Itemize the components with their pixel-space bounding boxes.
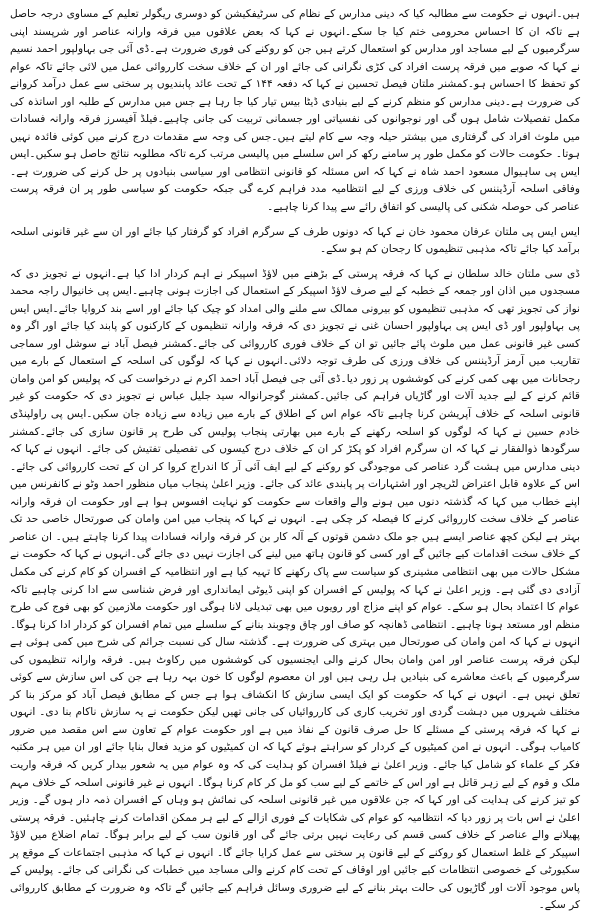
paragraph-gap [10, 259, 580, 266]
paragraph-3: ڈی سی ملتان خالد سلطان نے کہا کہ فرقہ پرستی کے بڑھنے میں لاؤڈ اسپیکر نے اہم کردار ادا کیا ہے۔انہوں نے تجویز دی کہ مسجدوں میں اذان اور جمعہ کے خطبہ کے لیے صرف لاؤڈ اسپیکر کے استعمال کی اجازت ہونی چاہیے۔ایس پی خانیوال راجہ محمد نواز کی تجویز تھی کہ مذہبی تنظیموں کو بیرونی ممالک سے ملنے والی امداد کو چیک کیا جائے اور اسے بند کروایا جائے۔ایس ایس پی بہاولپور اور ڈی ایس پی بہاولپور احسان غنی نے تجویز دی کہ فرقہ وارانہ تنظیموں کے کارکنوں کو پابند کیا جائے اور اگر وہ کسی غیر قانونی عمل میں ملوث پائے جائیں تو ان کے خلاف فوری کارروائی کی جائے۔کمشنر فیصل آباد نے سوشل اور سماجی تقاریب میں آرمز آرڈیننس کی خلاف ورزی کی طرف توجہ دلائی۔انہوں نے کہا کہ لوگوں کی اسلحہ کے استعمال کے بارے میں رجحانات میں بھی کمی کرنے کی کوششوں پر زور دیا۔ڈی آئی جی فیصل آباد احمد اکرم نے درخواست کی کہ پولیس کو امن وامان قائم کرنے کے لیے جدید آلات اور گاڑیاں فراہم کی جائیں۔کمشنر گوجرانوالہ سید جلیل عباس نے تجویز دی کہ حکومت کو غیر قانونی اسلحہ کے خلاف آپریشن کرنا چاہیے تاکہ عوام اس کے اطلاق کے بارے میں زیادہ سے زیادہ جان سکیں۔ایس پی راولپنڈی خادم حسین نے کہا کہ لوگوں کو اسلحہ رکھنے کے بارے میں بھارتی پنجاب پولیس کی طرح پر قانون سازی کی جائے۔کمشنر سرگودھا ذوالفقار نے کہا کہ ان سرگرم افراد کو پکڑ کر ان کے خلاف درج کیسوں کی تفصیلی تفتیش کی جائے۔ انہوں نے کہا کہ دینی مدارس میں ہشت گرد عناصر کی موجودگی کو روکنے کے لیے ایف آئی آر کا اندراج کروا کر ان کے تحت کارروائی کی جائے۔اس کے علاوہ قابل اعتراض لٹریچر اور اشتہارات پر پابندی عائد کی جائے۔ وزیر اعلیٰ پنجاب میاں منظور احمد وٹو نے کانفرنس میں اپنے خطاب میں کہا کہ گذشتہ دنوں میں ہونے والے واقعات سے حکومت کو نہایت افسوس ہوا ہے اور حکومت ان فرقہ وارانہ عناصر کے خلاف سخت کارروائی کرنے کا فیصلہ کر چکی ہے۔ انہوں نے کہا کہ پنجاب میں امن وامان کی صورتحال خاصی حد تک بہتر ہے لیکن کچھ عناصر ایسے ہیں جو ملک دشمن قوتوں کے آلہ کار بن کر فرقہ وارانہ فسادات پیدا کرنا چاہتے ہیں۔ ان عناصر کے خلاف سخت اقدامات کیے جائیں گے اور کسی کو قانون ہاتھ میں لینے کی اجازت نہیں دی جائے گی۔انہوں نے کہا کہ حکومت نے مشکل حالات میں بھی انتظامی مشینری کو سیاست سے پاک رکھنے کا تہیہ کیا ہے اور انتظامیہ کے افسران کو کام کرنے کی مکمل آزادی دی گئی ہے۔ وزیر اعلیٰ نے کہا کہ پولیس کے افسران کو اپنی ڈیوٹی ایمانداری اور فرض شناسی سے ادا کرنی چاہیے تاکہ عوام کا اعتماد بحال ہو سکے۔ عوام کو اپنے مزاج اور رویوں میں بھی تبدیلی لانا ہوگی اور حکومت ملازمین کو بھی فوج کی طرح منظم اور مستعد ہونا چاہیے۔ انتظامی ڈھانچہ کو صاف اور چاق وچوبند بنانے کے سلسلے میں تمام افسران کو کردار ادا کرنا ہوگا۔انہوں نے کہا کہ امن وامان کی صورتحال میں بہتری کی ضرورت ہے۔ گذشتہ سال کی نسبت جرائم کی شرح میں کمی ہوئی ہے لیکن فرقہ پرست عناصر اور امن وامان بحال کرنے والی ایجنسیوں کی کوششوں میں رکاوٹ ہیں۔ فرقہ وارانہ تنظیموں کی سرگرمیوں کے باعث معاشرے کی بنیادیں ہل رہی ہیں اور ان معصوم لوگوں کا خون بہہ رہا ہے جن کی اس سازش سے کوئی تعلق نہیں ہے۔ انہوں نے کہا کہ حکومت کو ایک ایسی سازش کا انکشاف ہوا ہے جس کے مطابق فیصل آباد کو مرکز بنا کر مختلف شہروں میں دہشت گردی اور تخریب کاری کی کارروائیاں کی جانی تھیں لیکن حکومت نے یہ سازش ناکام بنا دی۔ انہوں نے کہا کہ فرقہ پرستی کے مسئلے کا حل صرف قانون کے نفاذ میں ہے اور حکومت عوام کے تعاون سے اس مقصد میں ضرور کامیاب ہوگی۔ انہوں نے امن کمیٹیوں کے کردار کو سراہتے ہوئے کہا کہ ان کمیٹیوں کو مزید فعال بنایا جائے اور ان میں ہر مکتبہ فکر کے علماء کو شامل کیا جائے۔ وزیر اعلیٰ نے فیلڈ افسران کو ہدایت کی کہ وہ عوام میں یہ شعور بیدار کریں کہ فرقہ واریت ملک و قوم کے لیے زہر قاتل ہے اور اس کے خاتمے کے لیے سب کو مل کر کام کرنا ہوگا۔ انہوں نے غیر قانونی اسلحہ کے خلاف مہم کو تیز کرنے کی ہدایت کی اور کہا کہ جن علاقوں میں غیر قانونی اسلحہ کی نمائش ہو وہاں کے افسران ذمہ دار ہوں گے۔ وزیر اعلیٰ نے اس بات پر زور دیا کہ انتظامیہ کو عوام کی شکایات کے فوری ازالے کے لیے ہر ممکن اقدامات کرنے چاہئیں۔ فرقہ پرستی پھیلانے والے عناصر کے خلاف کسی قسم کی رعایت نہیں برتی جائے گی اور قانون سب کے لیے برابر ہوگا۔ تمام اضلاع میں لاؤڈ اسپیکر کے غلط استعمال کو روکنے کے لیے قانون پر سختی سے عمل کرایا جائے گا۔ انہوں نے کہا کہ مذہبی اجتماعات کے موقع پر سکیورٹی کے خصوصی انتظامات کیے جائیں اور اوقاف کے تحت کام کرنے والی مساجد میں خطبات کی نگرانی کی جائے۔ پولیس کے پاس موجود آلات اور گاڑیوں کی حالت بہتر بنانے کے لیے ضروری وسائل فراہم کیے جائیں گے تاکہ وہ ضرورت کے مطابق کارروائی کر سکے۔ [10, 267, 580, 912]
paragraph-2: ایس ایس پی ملتان عرفان محمود خان نے کہا کہ دونوں طرف کے سرگرم افراد کو گرفتار کیا جائے اور ان سے غیر قانونی اسلحہ برآمد کیا جائے تاکہ مذہبی تنظیموں کا رجحان کم ہو سکے۔ [10, 225, 580, 256]
paragraph-gap [10, 217, 580, 224]
paragraph-1: ہیں۔انہوں نے حکومت سے مطالبہ کیا کہ دینی مدارس کے نظام کی سرٹیفکیشن کو دوسری ریگولر تعلیم کے مساوی درجہ حاصل ہے تاکہ ان کا احساس محرومی ختم کیا جا سکے۔انہوں نے کہا کہ بعض علاقوں میں فرقہ وارانہ عناصر اور شرپسند اپنی سرگرمیوں کے لیے مساجد اور مدارس کو استعمال کرتے ہیں جن کو روکنے کی فوری ضرورت ہے۔ڈی آئی جی بہاولپور احمد نسیم نے کہا کہ صوبے میں فرقہ پرست افراد کی کڑی نگرانی کی جائے اور ان کے خلاف سخت کارروائی عمل میں لائی جائے تاکہ عوام کو تحفظ کا احساس ہو۔کمشنر ملتان فیصل تحسین نے کہا کہ دفعہ ۱۴۴ کے تحت عائد پابندیوں پر سختی سے عمل درآمد کروانے کی ضرورت ہے۔دینی مدارس کو منظم کرنے کے لیے بنیادی ڈیٹا بیس تیار کیا جا رہا ہے جس میں مدارس کے طلبہ اور اساتذہ کی مکمل تفصیلات شامل ہوں گی اور نوجوانوں کی نفسیاتی اور جسمانی تربیت کی جانی چاہیے۔فیلڈ آفیسرز فرقہ وارانہ فسادات میں ملوث افراد کی گرفتاری میں بیشتر حیلہ وجہ سے کام لیتے ہیں۔جس کی وجہ سے مقدمات درج کرنے میں کوئی فائدہ نہیں ہوتا۔ حکومت حالات کو مکمل طور پر سامنے رکھ کر اس سلسلے میں پالیسی مرتب کرے تاکہ مطلوبہ نتائج حاصل ہو سکیں۔ایس ایس پی ساہیوال مسعود احمد شاہ نے کہا کہ اس مسئلہ کو قانونی انتظامی اور سیاسی بنیادوں پر حل کرنے کی ضرورت ہے۔وفاقی اسلحہ آرڈیننس کی خلاف ورزی کے لیے انتظامیہ مدد فراہم کرے گی جبکہ حکومت کو سیاسی طور پر ان فرقہ پرست عناصر کی حوصلہ شکنی کی پالیسی کو اتفاق رائے سے پیدا کرنا چاہیے۔ [10, 8, 580, 214]
